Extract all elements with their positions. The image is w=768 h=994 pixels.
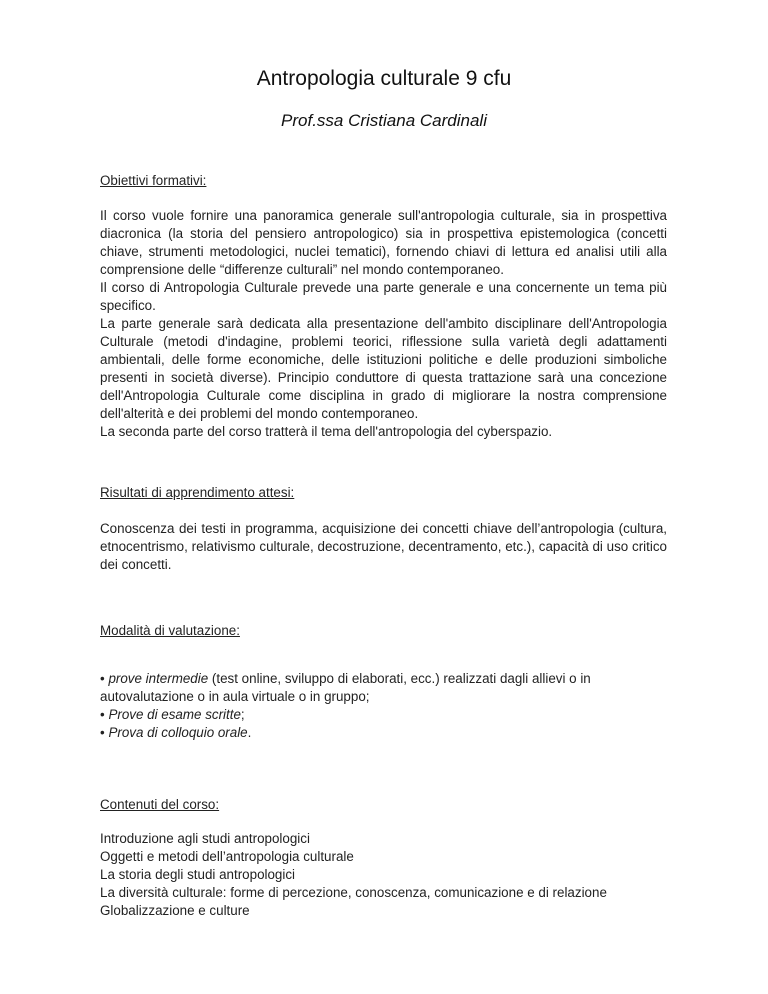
contenuti-item: La diversità culturale: forme di percezione, conoscenza, comunicazione e di relazione [100,885,607,900]
obiettivi-heading: Obiettivi formativi: [100,173,207,188]
valutazione-item-2-text: ; [240,707,245,722]
document-subtitle: Prof.ssa Cristiana Cardinali [281,111,487,130]
valutazione-item-2-emphasis: Prove di esame scritte [108,707,241,722]
contenuti-list [100,830,700,920]
contenuti-heading-block [100,796,667,814]
obiettivi-heading-block [100,172,667,190]
bullet: • [100,725,105,740]
valutazione-item-3-text: . [247,725,252,740]
valutazione-heading: Modalità di valutazione: [100,623,240,638]
contenuti-heading: Contenuti del corso: [100,797,220,812]
contenuti-item: Globalizzazione e culture [100,903,250,918]
bullet: • [100,671,105,686]
valutazione-heading-block [100,622,667,640]
obiettivi-paragraph-2: Il corso di Antropologia Culturale prevede una parte generale e una concernente un tema più specifico. [100,280,667,313]
valutazione-list [100,670,667,742]
valutazione-item-1 [100,670,667,706]
contenuti-item: Oggetti e metodi dell’antropologia culturale [100,849,354,864]
contenuti-item: La storia degli studi antropologici [100,867,296,882]
obiettivi-paragraph-4: La seconda parte del corso tratterà il tema dell'antropologia del cyberspazio. [100,424,553,439]
obiettivi-section [100,207,667,441]
valutazione-item-2 [100,706,667,724]
valutazione-item-1-text: (test online, sviluppo di elaborati, ecc.) realizzati dagli allievi o in autovalutazione o in aula virtuale o in gruppo; [100,671,591,704]
obiettivi-paragraph-1: Il corso vuole fornire una panoramica generale sull'antropologia culturale, sia in prospettiva diacronica (la storia del pensiero antropologico) sia in prospettiva epistemologica (concetti chiave, strumenti metodologici, nuclei tematici), fornendo chiavi di lettura ed analisi utili alla comprensione delle “differenze culturali” nel mondo contemporaneo. [100,208,667,277]
valutazione-item-1-emphasis: prove intermedie [108,671,209,686]
risultati-section [100,520,667,574]
document-title: Antropologia culturale 9 cfu [256,67,512,90]
valutazione-item-3-emphasis: Prova di colloquio orale [108,725,248,740]
risultati-heading: Risultati di apprendimento attesi: [100,485,295,500]
obiettivi-paragraph-3: La parte generale sarà dedicata alla presentazione dell'ambito disciplinare dell'Antropologia Culturale (metodi d'indagine, problemi teorici, riflessione sulla varietà degli adattamenti ambientali, delle forme economiche, delle istituzioni politiche e delle produzioni simboliche presenti in società diverse). Principio conduttore di questa trattazione sarà una concezione dell'Antropologia Culturale come disciplina in grado di migliorare la nostra comprensione dell'alterità e dei problemi del mondo contemporaneo. [100,316,667,421]
bullet: • [100,707,105,722]
risultati-heading-block [100,484,667,502]
contenuti-item: Introduzione agli studi antropologici [100,831,310,846]
valutazione-item-3 [100,724,667,742]
risultati-paragraph: Conoscenza dei testi in programma, acquisizione dei concetti chiave dell’antropologia (cultura, etnocentrismo, relativismo culturale, decostruzione, decentramento, etc.), capacità di uso critico dei concetti. [100,521,667,572]
